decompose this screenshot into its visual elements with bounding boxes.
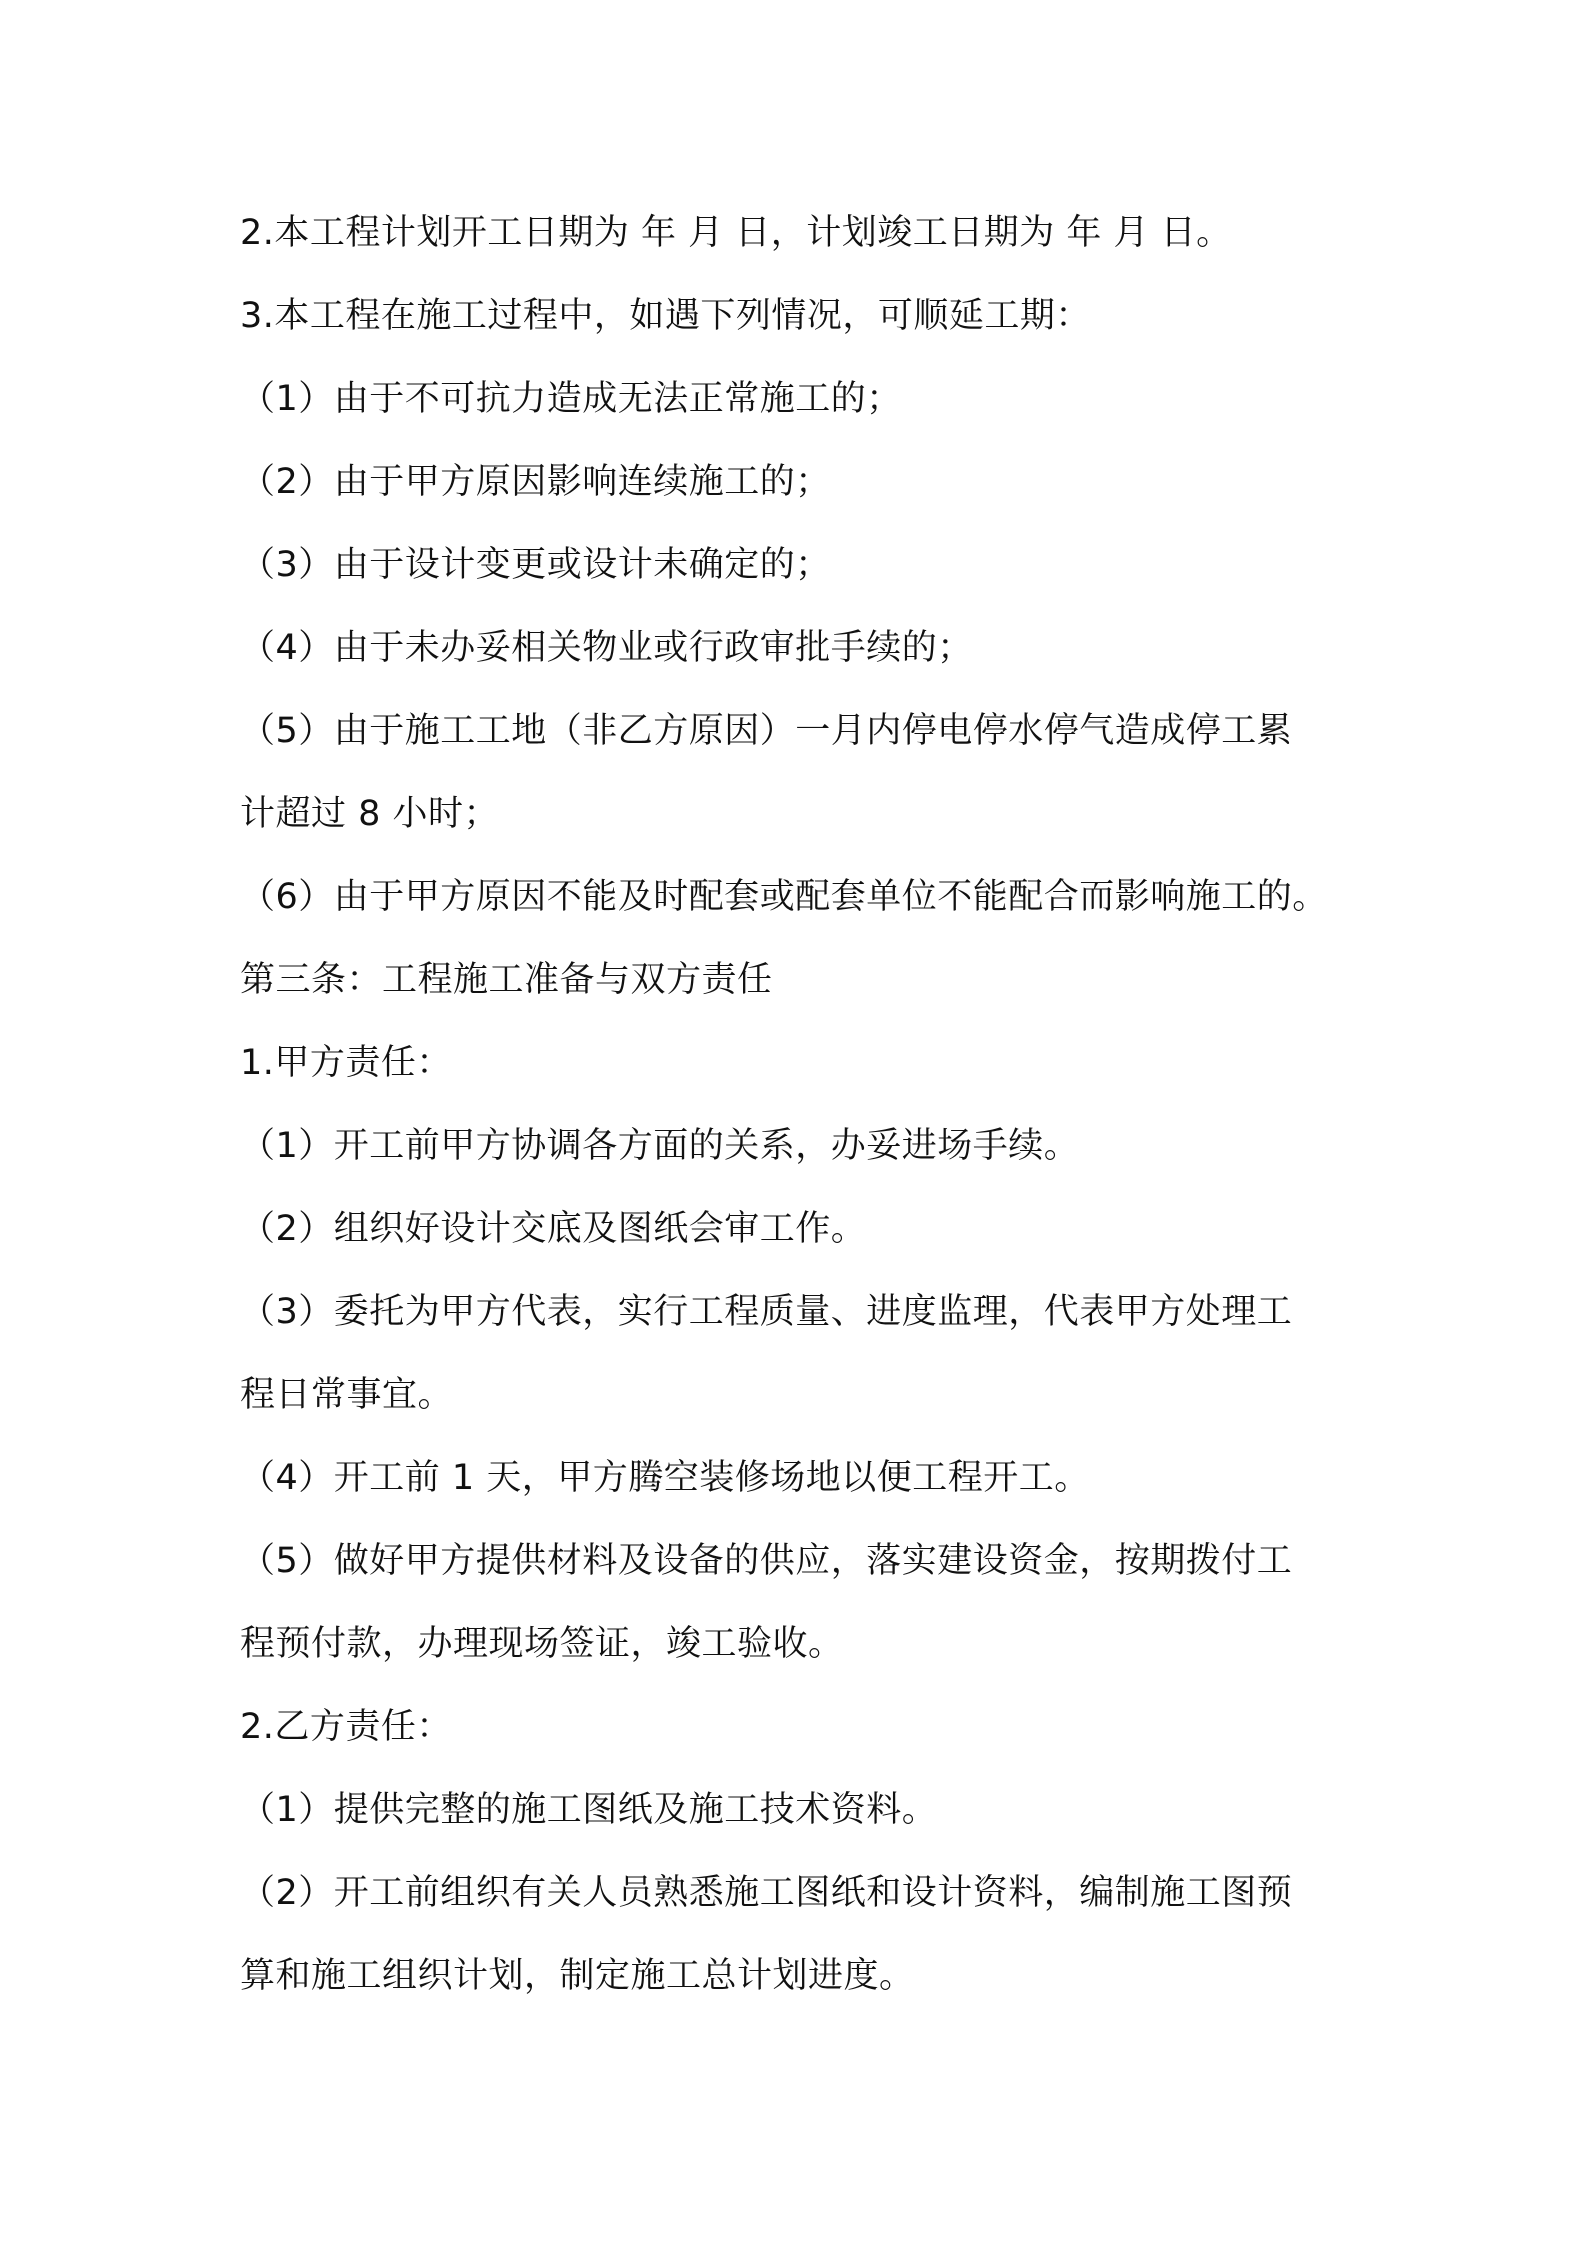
extension-item-6: （6）由于甲方原因不能及时配套或配套单位不能配合而影响施工的。 — [240, 877, 1328, 917]
extension-item-2: （2）由于甲方原因影响连续施工的； — [240, 462, 831, 502]
extension-item-4: （4）由于未办妥相关物业或行政审批手续的； — [240, 628, 973, 668]
party-a-item-5: （5）做好甲方提供材料及设备的供应，落实建设资金，按期拨付工 — [240, 1541, 1293, 1581]
party-b-item-1: （1）提供完整的施工图纸及施工技术资料。 — [240, 1790, 938, 1830]
party-b-heading: 2.乙方责任： — [240, 1707, 452, 1747]
extension-item-5-cont: 计超过 8 小时； — [240, 794, 500, 834]
document-body — [240, 192, 1360, 2018]
clause-schedule-dates: 2.本工程计划开工日期为 年 月 日，计划竣工日期为 年 月 日。 — [240, 213, 1232, 253]
article-three-heading: 第三条：工程施工准备与双方责任 — [240, 960, 773, 1000]
party-a-item-5-cont: 程预付款，办理现场签证，竣工验收。 — [240, 1624, 844, 1664]
extension-item-1: （1）由于不可抗力造成无法正常施工的； — [240, 379, 902, 419]
party-a-item-1: （1）开工前甲方协调各方面的关系，办妥进场手续。 — [240, 1126, 1080, 1166]
extension-item-3: （3）由于设计变更或设计未确定的； — [240, 545, 831, 585]
party-a-heading: 1.甲方责任： — [240, 1043, 452, 1083]
party-b-item-2: （2）开工前组织有关人员熟悉施工图纸和设计资料，编制施工图预 — [240, 1873, 1293, 1913]
party-a-item-4: （4）开工前 1 天，甲方腾空装修场地以便工程开工。 — [240, 1458, 1090, 1498]
party-a-item-2: （2）组织好设计交底及图纸会审工作。 — [240, 1209, 867, 1249]
party-a-item-3-cont: 程日常事宜。 — [240, 1375, 454, 1415]
clause-extension-heading: 3.本工程在施工过程中，如遇下列情况，可顺延工期： — [240, 296, 1091, 336]
extension-item-5: （5）由于施工工地（非乙方原因）一月内停电停水停气造成停工累 — [240, 711, 1293, 751]
party-a-item-3: （3）委托为甲方代表，实行工程质量、进度监理，代表甲方处理工 — [240, 1292, 1293, 1332]
party-b-item-2-cont: 算和施工组织计划，制定施工总计划进度。 — [240, 1956, 915, 1996]
